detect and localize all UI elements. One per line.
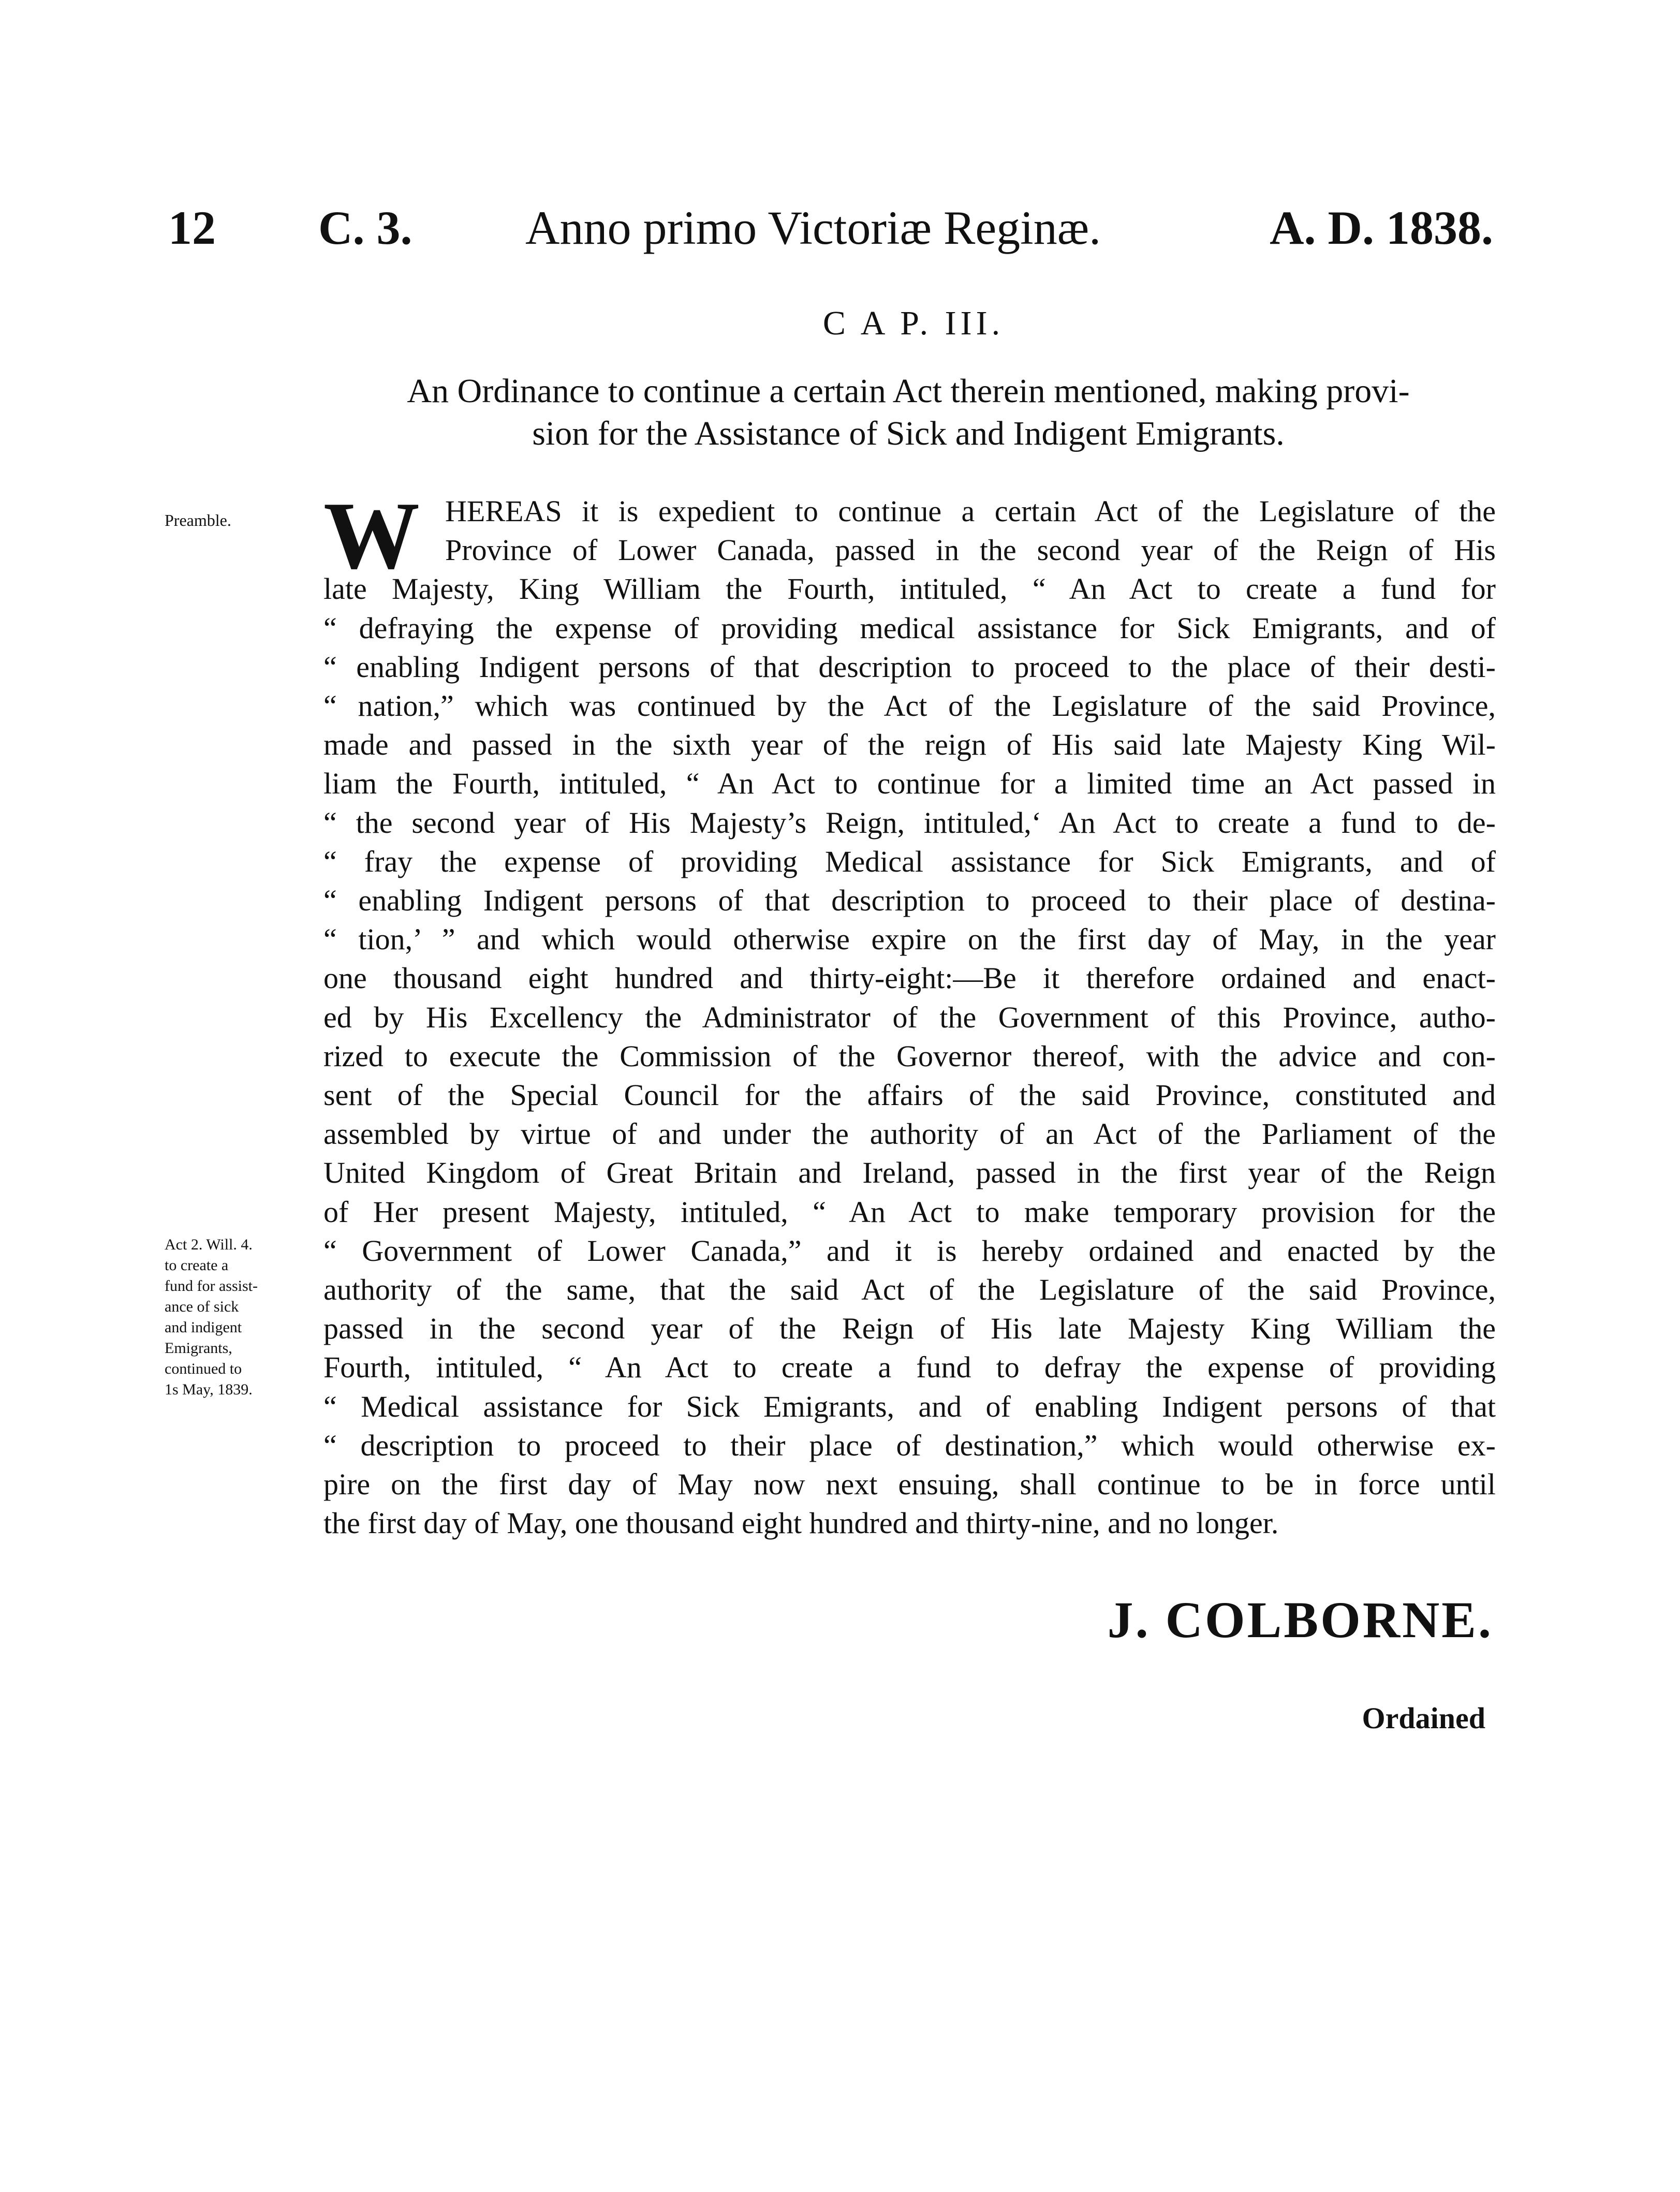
margin-note-line: ance of sick	[165, 1298, 239, 1315]
body-line: HEREAS it is expedient to continue a certain Act of the Legislature of the	[445, 494, 1496, 528]
ordinance-title	[321, 370, 1496, 455]
body-line: late Majesty, King William the Fourth, intituled, “ An Act to create a fund for	[323, 572, 1496, 606]
body-line: passed in the second year of the Reign of His late Majesty King William the	[323, 1312, 1496, 1346]
body-line: Fourth, intituled, “ An Act to create a fund to defray the expense of providing	[323, 1350, 1496, 1385]
margin-note-line: Act 2. Will. 4.	[165, 1236, 253, 1253]
catchword: Ordained	[1362, 1701, 1485, 1735]
ordinance-body	[323, 482, 1496, 1542]
margin-note-line: to create a	[165, 1257, 229, 1274]
body-line: rized to execute the Commission of the Governor thereof, with the advice and con-	[323, 1039, 1496, 1073]
page-header	[168, 197, 1493, 259]
body-line: assembled by virtue of and under the authority of an Act of the Parliament of the	[323, 1117, 1496, 1151]
margin-note-line: Emigrants,	[165, 1340, 232, 1357]
margin-note-line: continued to	[165, 1360, 242, 1377]
body-line: pire on the first day of May now next ensuing, shall continue to be in force until	[323, 1467, 1496, 1502]
body-line: authority of the same, that the said Act of the Legislature of the said Province,	[323, 1273, 1496, 1307]
margin-note-line: 1s May, 1839.	[165, 1381, 253, 1398]
chapter-number: C. 3.	[318, 201, 412, 254]
margin-note-preamble: Preamble.	[165, 511, 231, 529]
body-line: “ description to proceed to their place of destination,” which would otherwise ex-	[323, 1428, 1496, 1462]
body-line: one thousand eight hundred and thirty-eight:—Be it therefore ordained and enact-	[323, 961, 1496, 995]
ordinance-title-line: An Ordinance to continue a certain Act therein mentioned, making provi-	[407, 372, 1410, 410]
drop-cap: W	[323, 482, 420, 589]
margin-note-line: and indigent	[165, 1319, 242, 1336]
signature: J. COLBORNE.	[1107, 1591, 1493, 1649]
body-line: “ enabling Indigent persons of that description to proceed to their place of destina-	[323, 884, 1496, 918]
body-line: “ defraying the expense of providing medical assistance for Sick Emigrants, and of	[323, 611, 1496, 645]
body-line: of Her present Majesty, intituled, “ An Act to make temporary provision for the	[323, 1195, 1496, 1229]
body-line: sent of the Special Council for the affairs of the said Province, constituted and	[323, 1078, 1496, 1112]
body-line: made and passed in the sixth year of the reign of His said late Majesty King Wil-	[323, 728, 1496, 762]
ordinance-title-line: sion for the Assistance of Sick and Indigent Emigrants.	[532, 415, 1285, 452]
header-year: A. D. 1838.	[1270, 201, 1493, 254]
body-line: “ fray the expense of providing Medical assistance for Sick Emigrants, and of	[323, 844, 1496, 878]
body-line: “ tion,’ ” and which would otherwise expire on the first day of May, in the year	[323, 922, 1496, 957]
body-line: “ Medical assistance for Sick Emigrants, and of enabling Indigent persons of that	[323, 1389, 1496, 1423]
running-title: Anno primo Victoriæ Reginæ.	[525, 201, 1101, 254]
chapter-title: C A P. III.	[822, 304, 1005, 342]
body-line: liam the Fourth, intituled, “ An Act to continue for a limited time an Act passed in	[323, 767, 1496, 801]
body-line: the first day of May, one thousand eight hundred and thirty-nine, and no longer.	[323, 1506, 1279, 1540]
body-line: “ enabling Indigent persons of that description to proceed to the place of their desti-	[323, 650, 1496, 684]
body-line: “ nation,” which was continued by the Act of the Legislature of the said Province,	[323, 689, 1496, 723]
body-line: ed by His Excellency the Administrator of the Government of this Province, autho-	[323, 1000, 1496, 1034]
body-line: Province of Lower Canada, passed in the second year of the Reign of His	[445, 533, 1496, 567]
body-line: United Kingdom of Great Britain and Ireland, passed in the first year of the Reign	[323, 1156, 1496, 1190]
margin-note-act	[165, 1234, 320, 1400]
body-line: “ Government of Lower Canada,” and it is hereby ordained and enacted by the	[323, 1233, 1496, 1268]
page-number: 12	[168, 201, 216, 254]
body-line: “ the second year of His Majesty’s Reign, intituled,‘ An Act to create a fund to de-	[323, 805, 1496, 840]
margin-note-line: fund for assist-	[165, 1277, 258, 1294]
